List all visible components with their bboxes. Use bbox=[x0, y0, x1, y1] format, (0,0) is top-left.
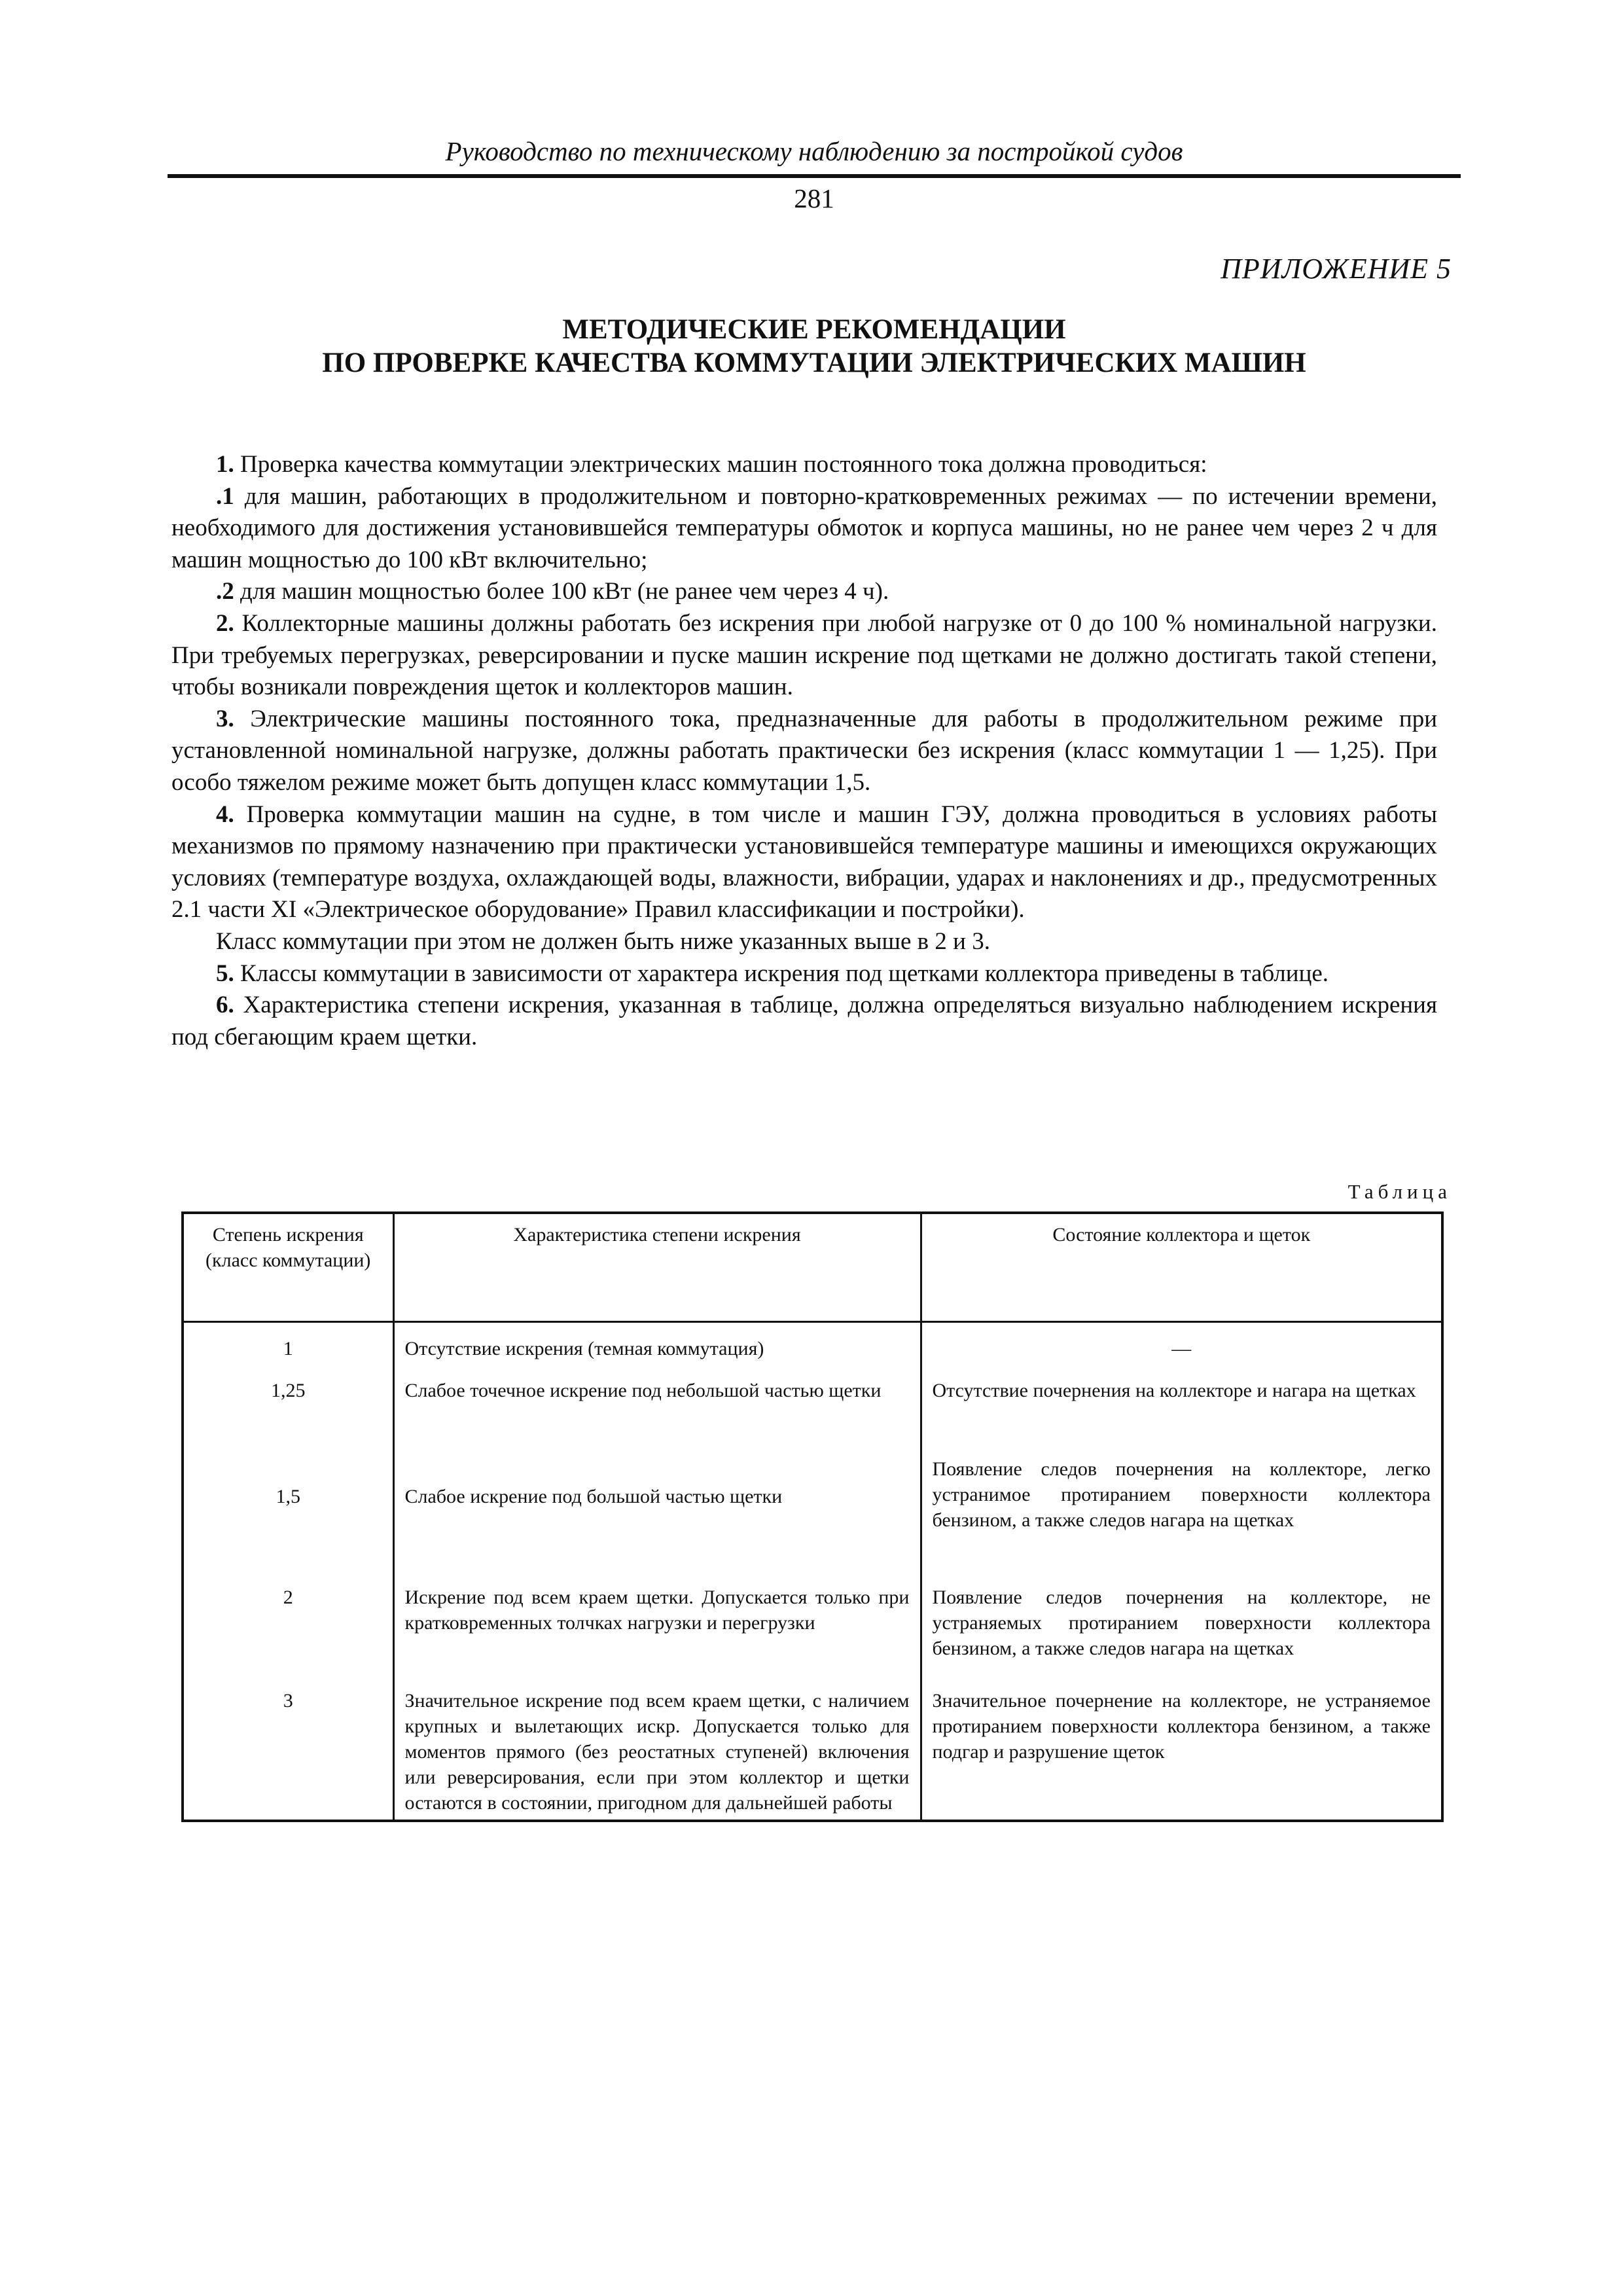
cell-state: Значительное почернение на коллекторе, не устраняемое протиранием поверхности коллектора бензином, а также подгар и разрушение щеток bbox=[921, 1688, 1442, 1821]
paragraph-text: Проверка коммутации машин на судне, в том числе и машин ГЭУ, должна проводиться в условиях работы механизмов по прямому назначению при практически установившейся температуре машины и имеющихся окружающих условиях (температуре воздуха, охлаждающей воды, влажности, вибрации, ударах и наклонениях и др., предусмотренных 2.1 части XI «Электрическое оборудование» Правил классификации и постройки). bbox=[171, 800, 1437, 924]
paragraph-number: 1. bbox=[216, 451, 234, 478]
cell-characteristic: Слабое точечное искрение под небольшой частью щетки bbox=[393, 1378, 921, 1456]
header-rule bbox=[168, 174, 1461, 178]
paragraph-5 bbox=[171, 958, 1437, 990]
running-header-title: Руководство по техническому наблюдению за постройкой судов bbox=[445, 136, 1183, 166]
paragraph-1-1 bbox=[171, 481, 1437, 577]
paragraph-text: Класс коммутации при этом не должен быть ниже указанных выше в 2 и 3. bbox=[216, 927, 990, 955]
title-line-2: ПО ПРОВЕРКЕ КАЧЕСТВА КОММУТАЦИИ ЭЛЕКТРИЧЕСКИХ МАШИН bbox=[322, 348, 1306, 378]
paragraph-text: Проверка качества коммутации электрических машин постоянного тока должна проводиться: bbox=[234, 451, 1207, 478]
cell-characteristic: Отсутствие искрения (темная коммутация) bbox=[393, 1322, 921, 1378]
cell-state: Появление следов почернения на коллекторе, не устраняемых протиранием поверхности коллектора бензином, а также следов нагара на щетках bbox=[921, 1585, 1442, 1688]
cell-class: 1 bbox=[183, 1322, 393, 1378]
paragraph-1 bbox=[171, 449, 1437, 481]
paragraph-3 bbox=[171, 704, 1437, 799]
table-caption: Таблица bbox=[1347, 1180, 1452, 1203]
paragraph-6 bbox=[171, 990, 1437, 1053]
table-header-row bbox=[183, 1213, 1442, 1322]
cell-characteristic: Искрение под всем краем щетки. Допускается только при кратковременных толчках нагрузки и перегрузки bbox=[393, 1585, 921, 1688]
table-row bbox=[183, 1585, 1442, 1688]
cell-state: Появление следов почернения на коллекторе, легко устранимое протиранием поверхности коллектора бензином, а также следов нагара на щетках bbox=[921, 1456, 1442, 1585]
cell-characteristic: Значительное искрение под всем краем щетки, с наличием крупных и вылетающих искр. Допускается только для моментов прямого (без реостатных ступеней) включения или реверсирования, если при этом коллектор и щетки остаются в состоянии, пригодном для дальнейшей работы bbox=[393, 1688, 921, 1821]
table-row bbox=[183, 1322, 1442, 1378]
paragraph-number: 6. bbox=[216, 992, 234, 1019]
table-row bbox=[183, 1378, 1442, 1456]
cell-class: 3 bbox=[183, 1688, 393, 1821]
header-cell-state: Состояние коллектора и щеток bbox=[921, 1213, 1442, 1322]
header-cell-characteristic: Характеристика степени искрения bbox=[393, 1213, 921, 1322]
appendix-label: ПРИЛОЖЕНИЕ 5 bbox=[1221, 253, 1452, 285]
paragraph-text: Коллекторные машины должны работать без искрения при любой нагрузке от 0 до 100 % номинальной нагрузки. При требуемых перегрузках, реверсировании и пуске машин искрение под щетками не должно достигать такой степени, чтобы возникали повреждения щеток и коллекторов машин. bbox=[171, 609, 1437, 701]
paragraph-2 bbox=[171, 608, 1437, 704]
paragraph-4-note bbox=[171, 926, 1437, 958]
paragraph-number: 2. bbox=[216, 609, 234, 637]
cell-class: 1,25 bbox=[183, 1378, 393, 1456]
paragraph-number: .2 bbox=[216, 578, 234, 605]
cell-class: 1,5 bbox=[183, 1456, 393, 1585]
paragraph-number: .1 bbox=[216, 482, 234, 510]
paragraph-1-2 bbox=[171, 576, 1437, 608]
paragraph-text: для машин, работающих в продолжительном и повторно-кратковременных режимах — по истечении времени, необходимого для достижения установившейся температуры обмоток и корпуса машины, но не ранее чем через 2 ч для машин мощностью до 100 кВт включительно; bbox=[171, 482, 1437, 573]
paragraph-text: Классы коммутации в зависимости от характера искрения под щетками коллектора приведены в таблице. bbox=[234, 960, 1329, 987]
paragraph-4 bbox=[171, 799, 1437, 926]
title-line-1: МЕТОДИЧЕСКИЕ РЕКОМЕНДАЦИИ bbox=[562, 314, 1066, 345]
body-text bbox=[171, 449, 1437, 1053]
paragraph-text: Характеристика степени искрения, указанная в таблице, должна определяться визуально наблюдением искрения под сбегающим краем щетки. bbox=[171, 992, 1437, 1050]
cell-state: Отсутствие почернения на коллекторе и нагара на щетках bbox=[921, 1378, 1442, 1456]
table-row bbox=[183, 1456, 1442, 1585]
header-cell-class: Степень искрения (класс коммутации) bbox=[183, 1213, 393, 1322]
table-row bbox=[183, 1688, 1442, 1821]
page-number: 281 bbox=[794, 183, 834, 213]
commutation-table bbox=[181, 1211, 1444, 1822]
cell-state: — bbox=[921, 1322, 1442, 1378]
paragraph-number: 4. bbox=[216, 800, 234, 828]
paragraph-number: 5. bbox=[216, 960, 234, 987]
cell-class: 2 bbox=[183, 1585, 393, 1688]
cell-characteristic: Слабое искрение под большой частью щетки bbox=[393, 1456, 921, 1585]
paragraph-text: для машин мощностью более 100 кВт (не ранее чем через 4 ч). bbox=[234, 578, 889, 605]
paragraph-number: 3. bbox=[216, 705, 234, 732]
document-title bbox=[168, 313, 1461, 380]
paragraph-text: Электрические машины постоянного тока, предназначенные для работы в продолжительном режиме при установленной номинальной нагрузке, должны работать практически без искрения (класс коммутации 1 — 1,25). При особо тяжелом режиме может быть допущен класс коммутации 1,5. bbox=[171, 705, 1437, 796]
